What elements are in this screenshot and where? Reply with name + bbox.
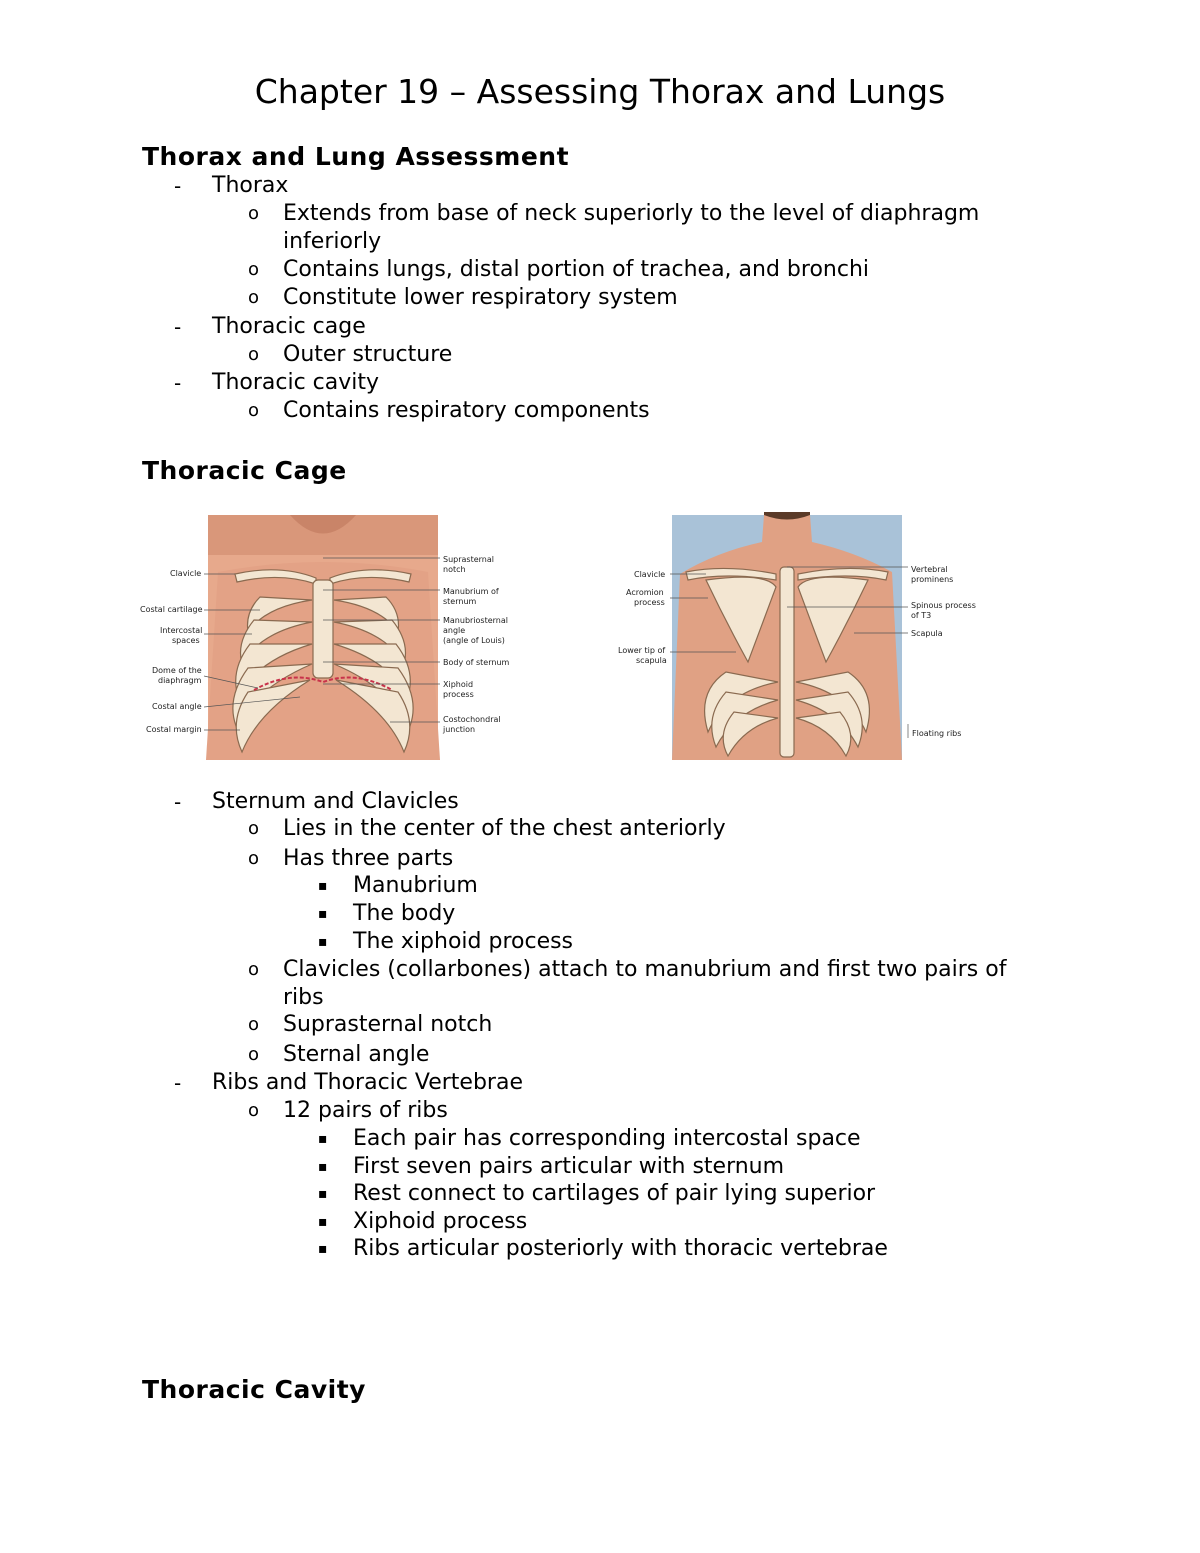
- list-item: Suprasternal notch: [283, 1012, 493, 1037]
- list-item: Manubrium: [353, 873, 478, 898]
- label-manubrium: Manubrium of: [443, 587, 499, 596]
- label-lower-tip: Lower tip of: [618, 646, 666, 655]
- label-costal-angle: Costal angle: [152, 702, 202, 711]
- bullet-circle: o: [248, 1014, 260, 1035]
- bullet-square: ▪: [318, 1159, 328, 1175]
- section-heading-assessment: Thorax and Lung Assessment: [142, 142, 570, 171]
- list-item: Contains respiratory components: [283, 398, 650, 423]
- bullet-circle: o: [248, 344, 260, 365]
- bullet-square: ▪: [318, 906, 328, 922]
- bullet-dash: -: [174, 1071, 182, 1095]
- list-item: Clavicles (collarbones) attach to manubrium and first two pairs of: [283, 957, 1007, 982]
- bullet-circle: o: [248, 1100, 260, 1121]
- label-costal-cartilage: Costal cartilage: [140, 605, 203, 614]
- bullet-square: ▪: [318, 878, 328, 894]
- label-intercostal: Intercostal: [160, 626, 203, 635]
- bullet-square: ▪: [318, 1186, 328, 1202]
- bullet-circle: o: [248, 848, 260, 869]
- label-costochondral: Costochondral: [443, 715, 501, 724]
- list-item-thoracic-cavity: Thoracic cavity: [212, 370, 380, 395]
- bullet-square: ▪: [318, 1131, 328, 1147]
- list-item-sternum-clavicles: Sternum and Clavicles: [212, 789, 459, 814]
- list-item: Constitute lower respiratory system: [283, 285, 678, 310]
- label-acromion: Acromion: [626, 588, 664, 597]
- bullet-circle: o: [248, 959, 260, 980]
- bullet-dash: -: [174, 174, 182, 198]
- label-scapula: Scapula: [911, 629, 943, 638]
- label-process: process: [634, 598, 665, 607]
- label-process: process: [443, 690, 474, 699]
- list-item: Lies in the center of the chest anteriorly: [283, 816, 726, 841]
- bullet-circle: o: [248, 1044, 260, 1065]
- label-of-t3: of T3: [911, 611, 932, 620]
- label-sternum: sternum: [443, 597, 477, 606]
- label-body-of-sternum: Body of sternum: [443, 658, 510, 667]
- bullet-square: ▪: [318, 1214, 328, 1230]
- list-item-continuation: ribs: [283, 985, 324, 1010]
- bullet-square: ▪: [318, 934, 328, 950]
- bullet-circle: o: [248, 400, 260, 421]
- section-heading-thoracic-cavity: Thoracic Cavity: [142, 1375, 366, 1404]
- list-item: The xiphoid process: [353, 929, 574, 954]
- bullet-circle: o: [248, 203, 260, 224]
- label-angle-of-louis: (angle of Louis): [443, 636, 505, 645]
- label-diaphragm: diaphragm: [158, 676, 202, 685]
- bullet-dash: -: [174, 315, 182, 339]
- label-spaces: spaces: [172, 636, 200, 645]
- bullet-square: ▪: [318, 1241, 328, 1257]
- bullet-circle: o: [248, 287, 260, 308]
- label-notch: notch: [443, 565, 466, 574]
- label-clavicle: Clavicle: [170, 569, 202, 578]
- bullet-dash: -: [174, 790, 182, 814]
- bullet-circle: o: [248, 259, 260, 280]
- list-item: Xiphoid process: [353, 1209, 528, 1234]
- posterior-thorax-figure: [616, 512, 986, 762]
- list-item-continuation: inferiorly: [283, 229, 382, 254]
- page-title: Chapter 19 – Assessing Thorax and Lungs: [254, 72, 946, 111]
- label-vertebral: Vertebral: [911, 565, 948, 574]
- label-suprasternal: Suprasternal: [443, 555, 494, 564]
- label-xiphoid: Xiphoid: [443, 680, 474, 689]
- list-item: Ribs articular posteriorly with thoracic vertebrae: [353, 1236, 888, 1261]
- list-item: First seven pairs articular with sternum: [353, 1154, 785, 1179]
- list-item: Outer structure: [283, 342, 453, 367]
- label-clavicle: Clavicle: [634, 570, 666, 579]
- list-item: Has three parts: [283, 846, 454, 871]
- list-item: The body: [353, 901, 456, 926]
- label-prominens: prominens: [911, 575, 954, 584]
- label-junction: junction: [443, 725, 476, 734]
- list-item: 12 pairs of ribs: [283, 1098, 448, 1123]
- label-floating-ribs: Floating ribs: [912, 729, 962, 738]
- bullet-circle: o: [248, 818, 260, 839]
- list-item-ribs-vertebrae: Ribs and Thoracic Vertebrae: [212, 1070, 523, 1095]
- list-item: Sternal angle: [283, 1042, 430, 1067]
- label-spinous-process: Spinous process: [911, 601, 976, 610]
- list-item: Each pair has corresponding intercostal space: [353, 1126, 861, 1151]
- list-item: Rest connect to cartilages of pair lying superior: [353, 1181, 876, 1206]
- label-costal-margin: Costal margin: [146, 725, 202, 734]
- list-item-thoracic-cage: Thoracic cage: [212, 314, 366, 339]
- label-angle: angle: [443, 626, 466, 635]
- anterior-thorax-figure: [140, 512, 510, 762]
- label-of-scapula: scapula: [636, 656, 667, 665]
- label-manubriosternal: Manubriosternal: [443, 616, 508, 625]
- list-item-thorax: Thorax: [212, 173, 289, 198]
- bullet-dash: -: [174, 371, 182, 395]
- label-dome: Dome of the: [152, 666, 202, 675]
- list-item: Contains lungs, distal portion of trachea, and bronchi: [283, 257, 870, 282]
- list-item: Extends from base of neck superiorly to the level of diaphragm: [283, 201, 980, 226]
- section-heading-thoracic-cage: Thoracic Cage: [142, 456, 347, 485]
